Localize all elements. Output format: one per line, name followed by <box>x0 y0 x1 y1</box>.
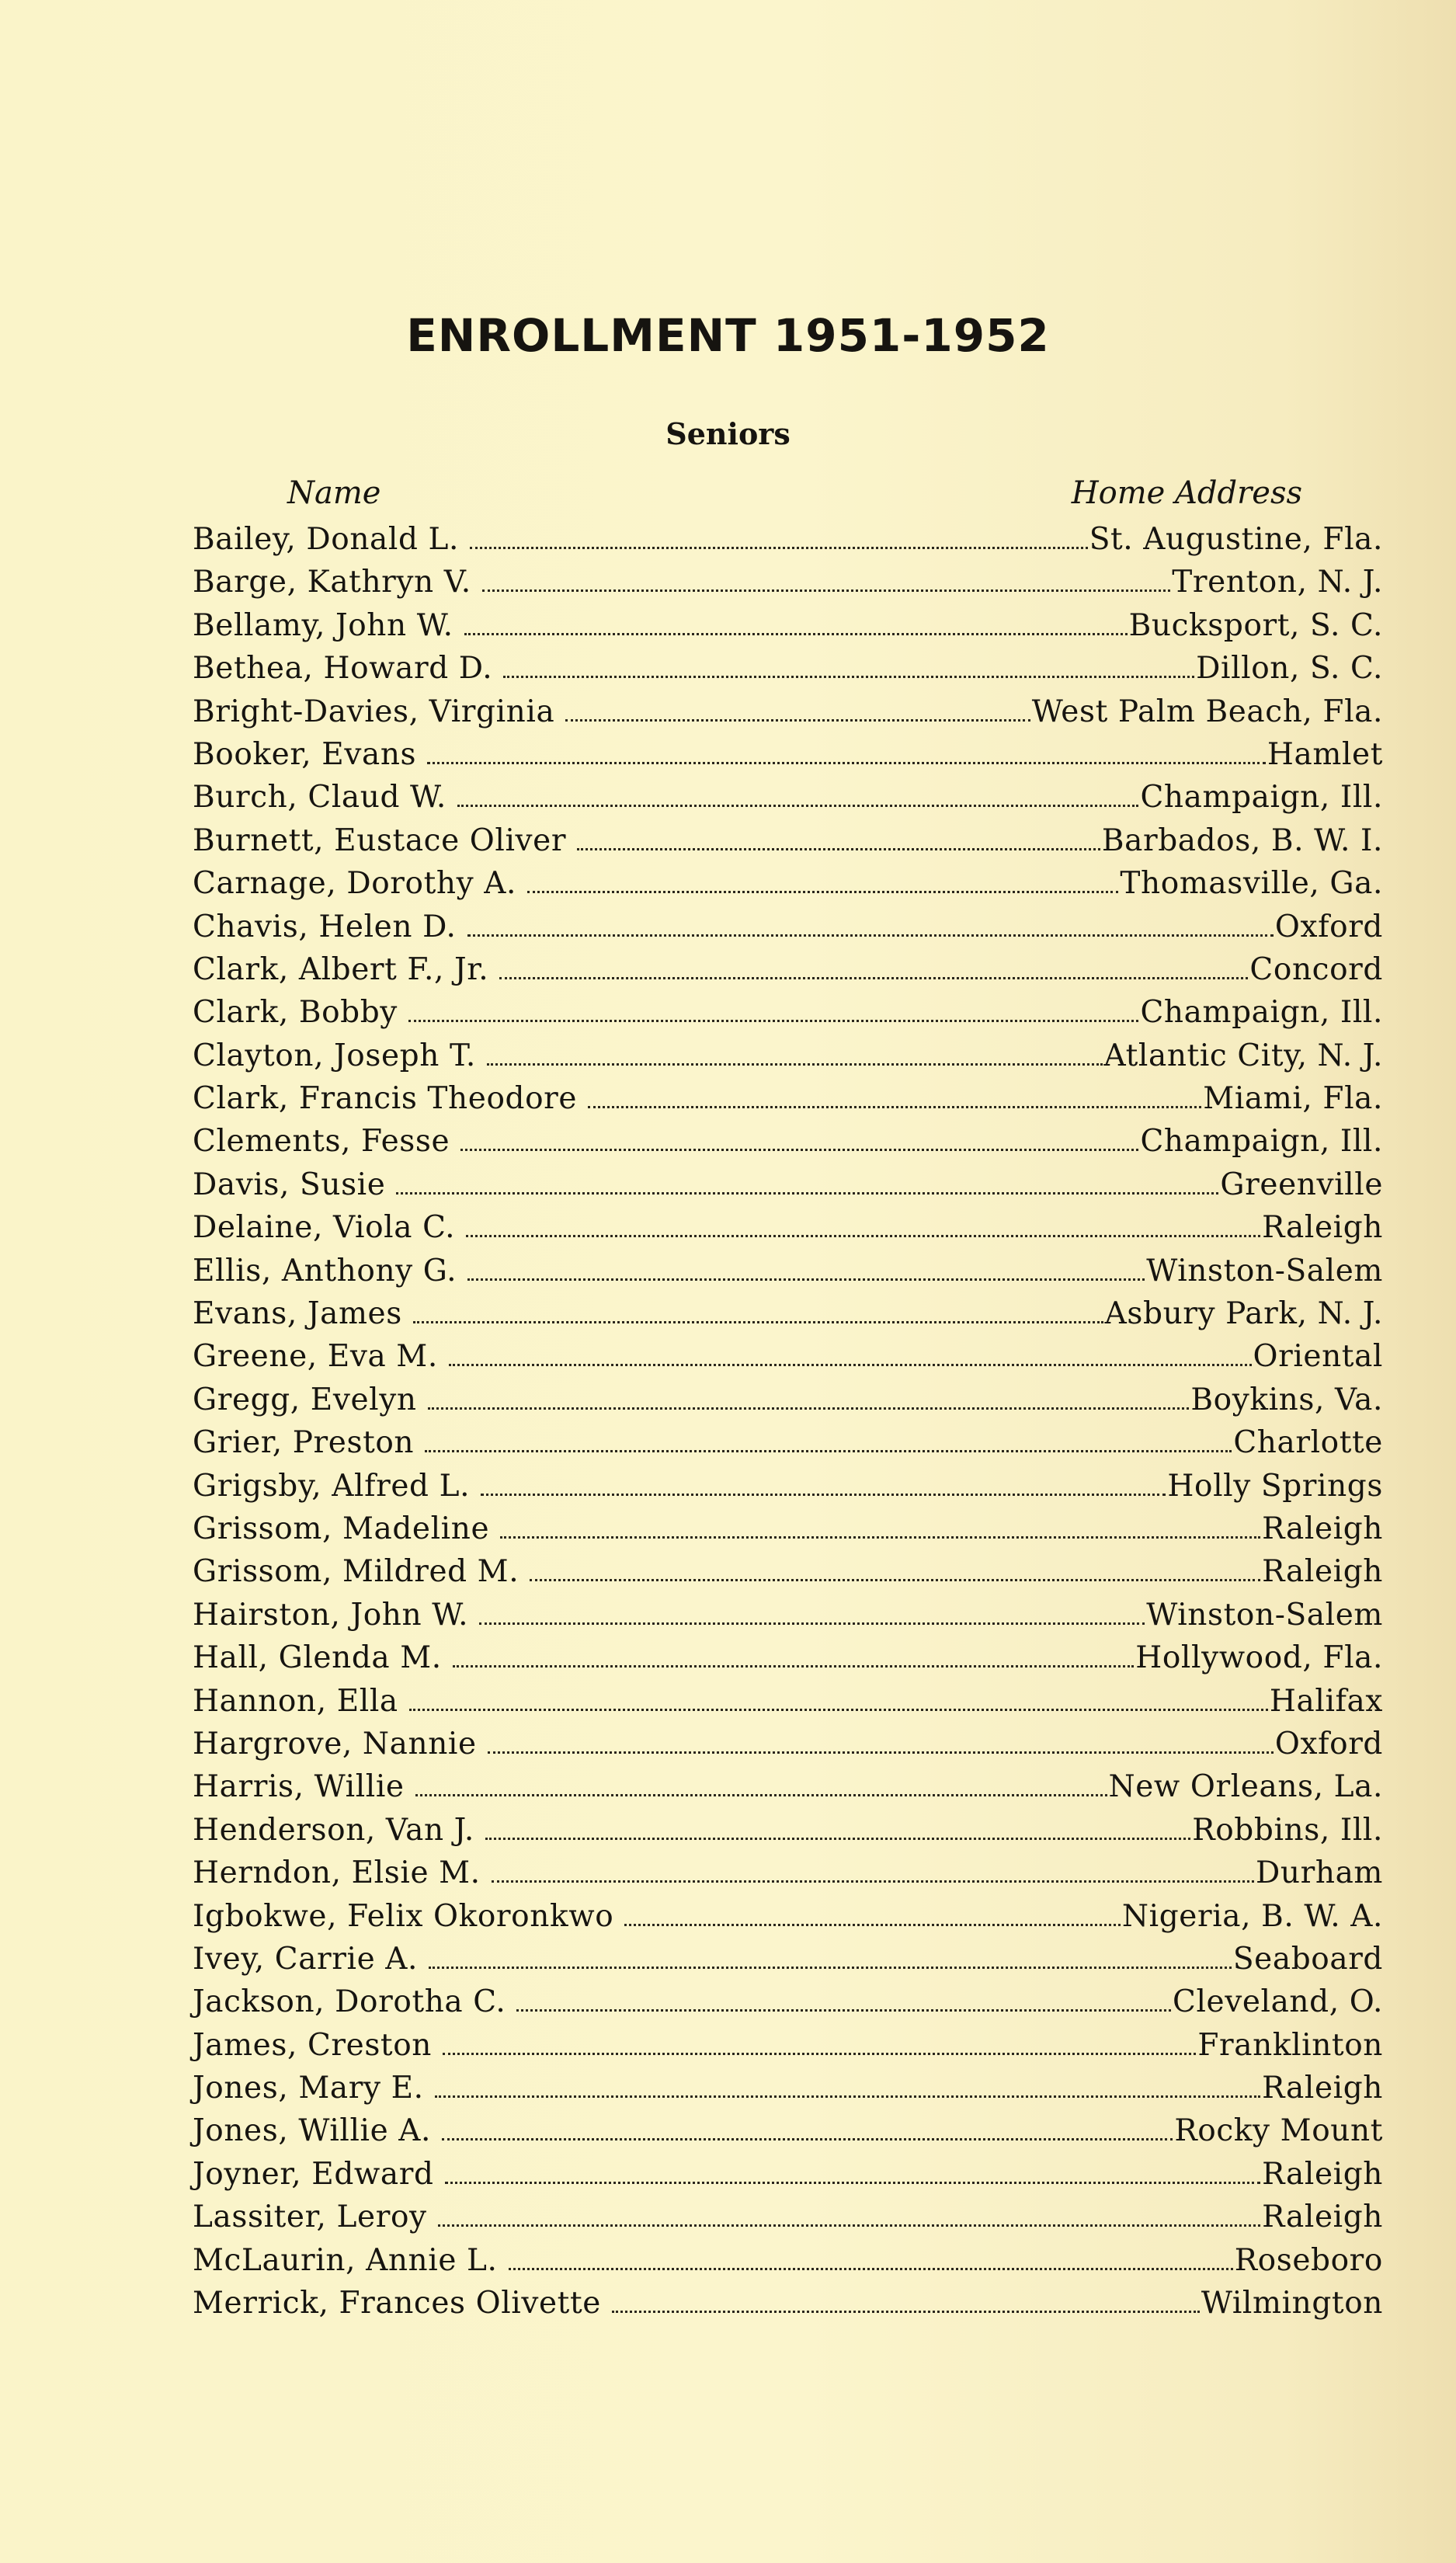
list-item <box>193 1984 1383 2027</box>
list-item <box>193 2243 1383 2286</box>
student-home-address: Raleigh <box>1262 2156 1383 2192</box>
list-item <box>193 651 1383 694</box>
student-home-address: Dillon, S. C. <box>1196 651 1383 687</box>
dot-leader <box>413 1321 1103 1323</box>
list-item <box>193 1038 1383 1081</box>
dot-leader <box>527 891 1118 893</box>
student-name: Clements, Fesse <box>193 1124 450 1160</box>
dot-leader <box>415 1794 1107 1796</box>
dot-leader <box>492 1880 1254 1883</box>
student-name: Hannon, Ella <box>193 1683 398 1719</box>
dot-leader <box>466 1235 1260 1237</box>
student-home-address: Bucksport, S. C. <box>1128 607 1383 643</box>
student-home-address: Durham <box>1256 1855 1383 1891</box>
student-name: Clark, Francis Theodore <box>193 1081 578 1117</box>
student-home-address: St. Augustine, Fla. <box>1089 522 1383 557</box>
list-item <box>193 1254 1383 1296</box>
dot-leader <box>449 1364 1252 1366</box>
dot-leader <box>516 2009 1171 2012</box>
list-item <box>193 1899 1383 1942</box>
student-name: Hargrove, Nannie <box>193 1726 477 1761</box>
list-item <box>193 995 1383 1038</box>
student-name: Greene, Eva M. <box>193 1339 438 1375</box>
student-name: Chavis, Helen D. <box>193 909 457 944</box>
section-heading: Seniors <box>665 416 791 451</box>
page-title: ENROLLMENT 1951-1952 <box>406 309 1050 362</box>
dot-leader <box>479 1622 1145 1625</box>
column-header-name: Name <box>287 475 381 511</box>
list-item <box>193 1425 1383 1468</box>
list-item <box>193 1813 1383 1855</box>
student-name: McLaurin, Annie L. <box>193 2242 498 2278</box>
list-item <box>193 1684 1383 1727</box>
student-name: Bright-Davies, Virginia <box>193 694 555 729</box>
dot-leader <box>487 1063 1103 1066</box>
student-home-address: Barbados, B. W. I. <box>1101 822 1383 858</box>
student-name: Delaine, Viola C. <box>193 1210 456 1246</box>
student-home-address: Roseboro <box>1234 2242 1383 2278</box>
student-name: Henderson, Van J. <box>193 1812 474 1848</box>
list-item <box>193 1210 1383 1253</box>
dot-leader <box>500 1536 1260 1539</box>
student-name: Ellis, Anthony G. <box>193 1253 457 1288</box>
student-name: Jones, Mary E. <box>193 2071 424 2106</box>
student-name: Grigsby, Alfred L. <box>193 1468 471 1504</box>
student-home-address: Greenville <box>1220 1167 1383 1202</box>
dot-leader <box>429 1967 1232 1969</box>
dot-leader <box>577 848 1100 850</box>
dot-leader <box>467 934 1274 937</box>
list-item <box>193 866 1383 909</box>
student-name: Carnage, Dorothy A. <box>193 866 516 902</box>
student-home-address: Raleigh <box>1262 1554 1383 1590</box>
student-home-address: Charlotte <box>1233 1425 1383 1461</box>
student-name: Herndon, Elsie M. <box>193 1855 481 1891</box>
student-name: Clark, Bobby <box>193 995 398 1031</box>
column-header-address: Home Address <box>1071 475 1302 511</box>
dot-leader <box>457 805 1139 807</box>
list-item <box>193 522 1383 565</box>
list-item <box>193 823 1383 866</box>
student-home-address: West Palm Beach, Fla. <box>1031 694 1383 729</box>
student-home-address: Raleigh <box>1262 1210 1383 1246</box>
dot-leader <box>409 1709 1268 1711</box>
list-item <box>193 1124 1383 1167</box>
list-item <box>193 608 1383 651</box>
student-name: Clark, Albert F., Jr. <box>193 951 489 987</box>
list-item <box>193 1382 1383 1425</box>
dot-leader <box>442 2138 1173 2140</box>
student-home-address: Raleigh <box>1262 2200 1383 2235</box>
list-item <box>193 737 1383 780</box>
dot-leader <box>470 547 1088 549</box>
student-name: Ivey, Carrie A. <box>193 1941 419 1977</box>
dot-leader <box>425 1450 1232 1452</box>
list-item <box>193 1296 1383 1339</box>
enrollment-list <box>193 522 1383 2328</box>
dot-leader <box>509 2268 1233 2270</box>
list-item <box>193 694 1383 737</box>
student-home-address: Franklinton <box>1197 2027 1383 2063</box>
student-name: Clayton, Joseph T. <box>193 1038 476 1073</box>
list-item <box>193 952 1383 995</box>
list-item <box>193 1769 1383 1812</box>
student-home-address: Oriental <box>1253 1339 1383 1375</box>
student-home-address: Trenton, N. J. <box>1172 565 1383 600</box>
student-name: Evans, James <box>193 1296 402 1332</box>
dot-leader <box>435 2095 1261 2098</box>
list-item <box>193 1942 1383 1984</box>
list-item <box>193 1339 1383 1382</box>
list-item <box>193 780 1383 822</box>
student-name: Joyner, Edward <box>193 2156 434 2192</box>
dot-leader <box>482 589 1171 592</box>
list-item <box>193 1554 1383 1597</box>
dot-leader <box>427 762 1266 764</box>
list-item <box>193 2157 1383 2200</box>
dot-leader <box>624 1924 1121 1926</box>
student-name: Merrick, Frances Olivette <box>193 2286 601 2321</box>
student-home-address: Seaboard <box>1232 1941 1383 1977</box>
student-name: Bethea, Howard D. <box>193 651 493 687</box>
student-name: Bailey, Donald L. <box>193 522 460 557</box>
student-name: Grier, Preston <box>193 1425 415 1461</box>
list-item <box>193 2071 1383 2113</box>
list-item <box>193 1598 1383 1640</box>
list-item <box>193 1640 1383 1683</box>
dot-leader <box>488 1751 1274 1754</box>
student-name: Booker, Evans <box>193 736 417 772</box>
student-name: Hairston, John W. <box>193 1597 469 1633</box>
list-item <box>193 1855 1383 1898</box>
dot-leader <box>443 2053 1196 2055</box>
student-home-address: Robbins, Ill. <box>1192 1812 1383 1848</box>
student-name: Jones, Willie A. <box>193 2113 432 2149</box>
student-home-address: Boykins, Va. <box>1190 1382 1383 1417</box>
student-home-address: Thomasville, Ga. <box>1120 866 1383 902</box>
student-home-address: Asbury Park, N. J. <box>1104 1296 1383 1332</box>
student-home-address: Nigeria, B. W. A. <box>1121 1898 1383 1934</box>
student-name: Jackson, Dorotha C. <box>193 1984 506 2020</box>
dot-leader <box>464 633 1128 635</box>
dot-leader <box>408 1020 1139 1022</box>
student-name: Gregg, Evelyn <box>193 1382 417 1417</box>
student-name: Davis, Susie <box>193 1167 386 1202</box>
list-item <box>193 1511 1383 1554</box>
student-name: Igbokwe, Felix Okoronkwo <box>193 1898 614 1934</box>
dot-leader <box>485 1838 1190 1840</box>
student-home-address: Oxford <box>1274 1726 1383 1761</box>
student-home-address: Hollywood, Fla. <box>1135 1640 1383 1676</box>
dot-leader <box>481 1494 1166 1496</box>
student-name: Burnett, Eustace Oliver <box>193 822 567 858</box>
student-home-address: Raleigh <box>1262 1511 1383 1546</box>
dot-leader <box>467 1278 1145 1281</box>
student-name: Bellamy, John W. <box>193 607 453 643</box>
list-item <box>193 2113 1383 2156</box>
dot-leader <box>445 2182 1261 2184</box>
student-home-address: Champaign, Ill. <box>1140 780 1383 816</box>
list-item <box>193 2200 1383 2242</box>
student-home-address: Hamlet <box>1267 736 1383 772</box>
student-name: Barge, Kathryn V. <box>193 565 471 600</box>
list-item <box>193 1469 1383 1511</box>
student-home-address: Raleigh <box>1262 2071 1383 2106</box>
list-item <box>193 1727 1383 1769</box>
dot-leader <box>428 1407 1190 1410</box>
dot-leader <box>460 1149 1138 1151</box>
student-home-address: Champaign, Ill. <box>1140 1124 1383 1160</box>
dot-leader <box>588 1106 1201 1108</box>
student-name: Grissom, Mildred M. <box>193 1554 520 1590</box>
student-name: James, Creston <box>193 2027 433 2063</box>
student-name: Harris, Willie <box>193 1769 405 1805</box>
student-home-address: Winston-Salem <box>1146 1253 1383 1288</box>
dot-leader <box>530 1579 1260 1581</box>
list-item <box>193 2028 1383 2071</box>
student-home-address: Holly Springs <box>1167 1468 1383 1504</box>
list-item <box>193 909 1383 952</box>
student-home-address: Miami, Fla. <box>1203 1081 1383 1117</box>
list-item <box>193 1081 1383 1124</box>
student-home-address: Champaign, Ill. <box>1140 995 1383 1031</box>
student-name: Burch, Claud W. <box>193 780 447 816</box>
student-home-address: Oxford <box>1274 909 1383 944</box>
student-home-address: Concord <box>1249 951 1383 987</box>
dot-leader <box>453 1665 1134 1668</box>
student-name: Hall, Glenda M. <box>193 1640 442 1676</box>
list-item <box>193 2286 1383 2328</box>
dot-leader <box>499 977 1248 979</box>
student-home-address: New Orleans, La. <box>1108 1769 1383 1805</box>
dot-leader <box>438 2224 1260 2227</box>
list-item <box>193 1167 1383 1210</box>
dot-leader <box>565 719 1030 722</box>
student-home-address: Halifax <box>1269 1683 1383 1719</box>
dot-leader <box>503 676 1194 678</box>
student-home-address: Wilmington <box>1201 2286 1383 2321</box>
student-home-address: Winston-Salem <box>1146 1597 1383 1633</box>
student-home-address: Rocky Mount <box>1174 2113 1383 2149</box>
list-item <box>193 565 1383 607</box>
student-home-address: Cleveland, O. <box>1173 1984 1383 2020</box>
student-name: Grissom, Madeline <box>193 1511 490 1546</box>
student-home-address: Atlantic City, N. J. <box>1103 1038 1383 1073</box>
dot-leader <box>612 2311 1200 2313</box>
dot-leader <box>396 1192 1218 1195</box>
student-name: Lassiter, Leroy <box>193 2200 427 2235</box>
